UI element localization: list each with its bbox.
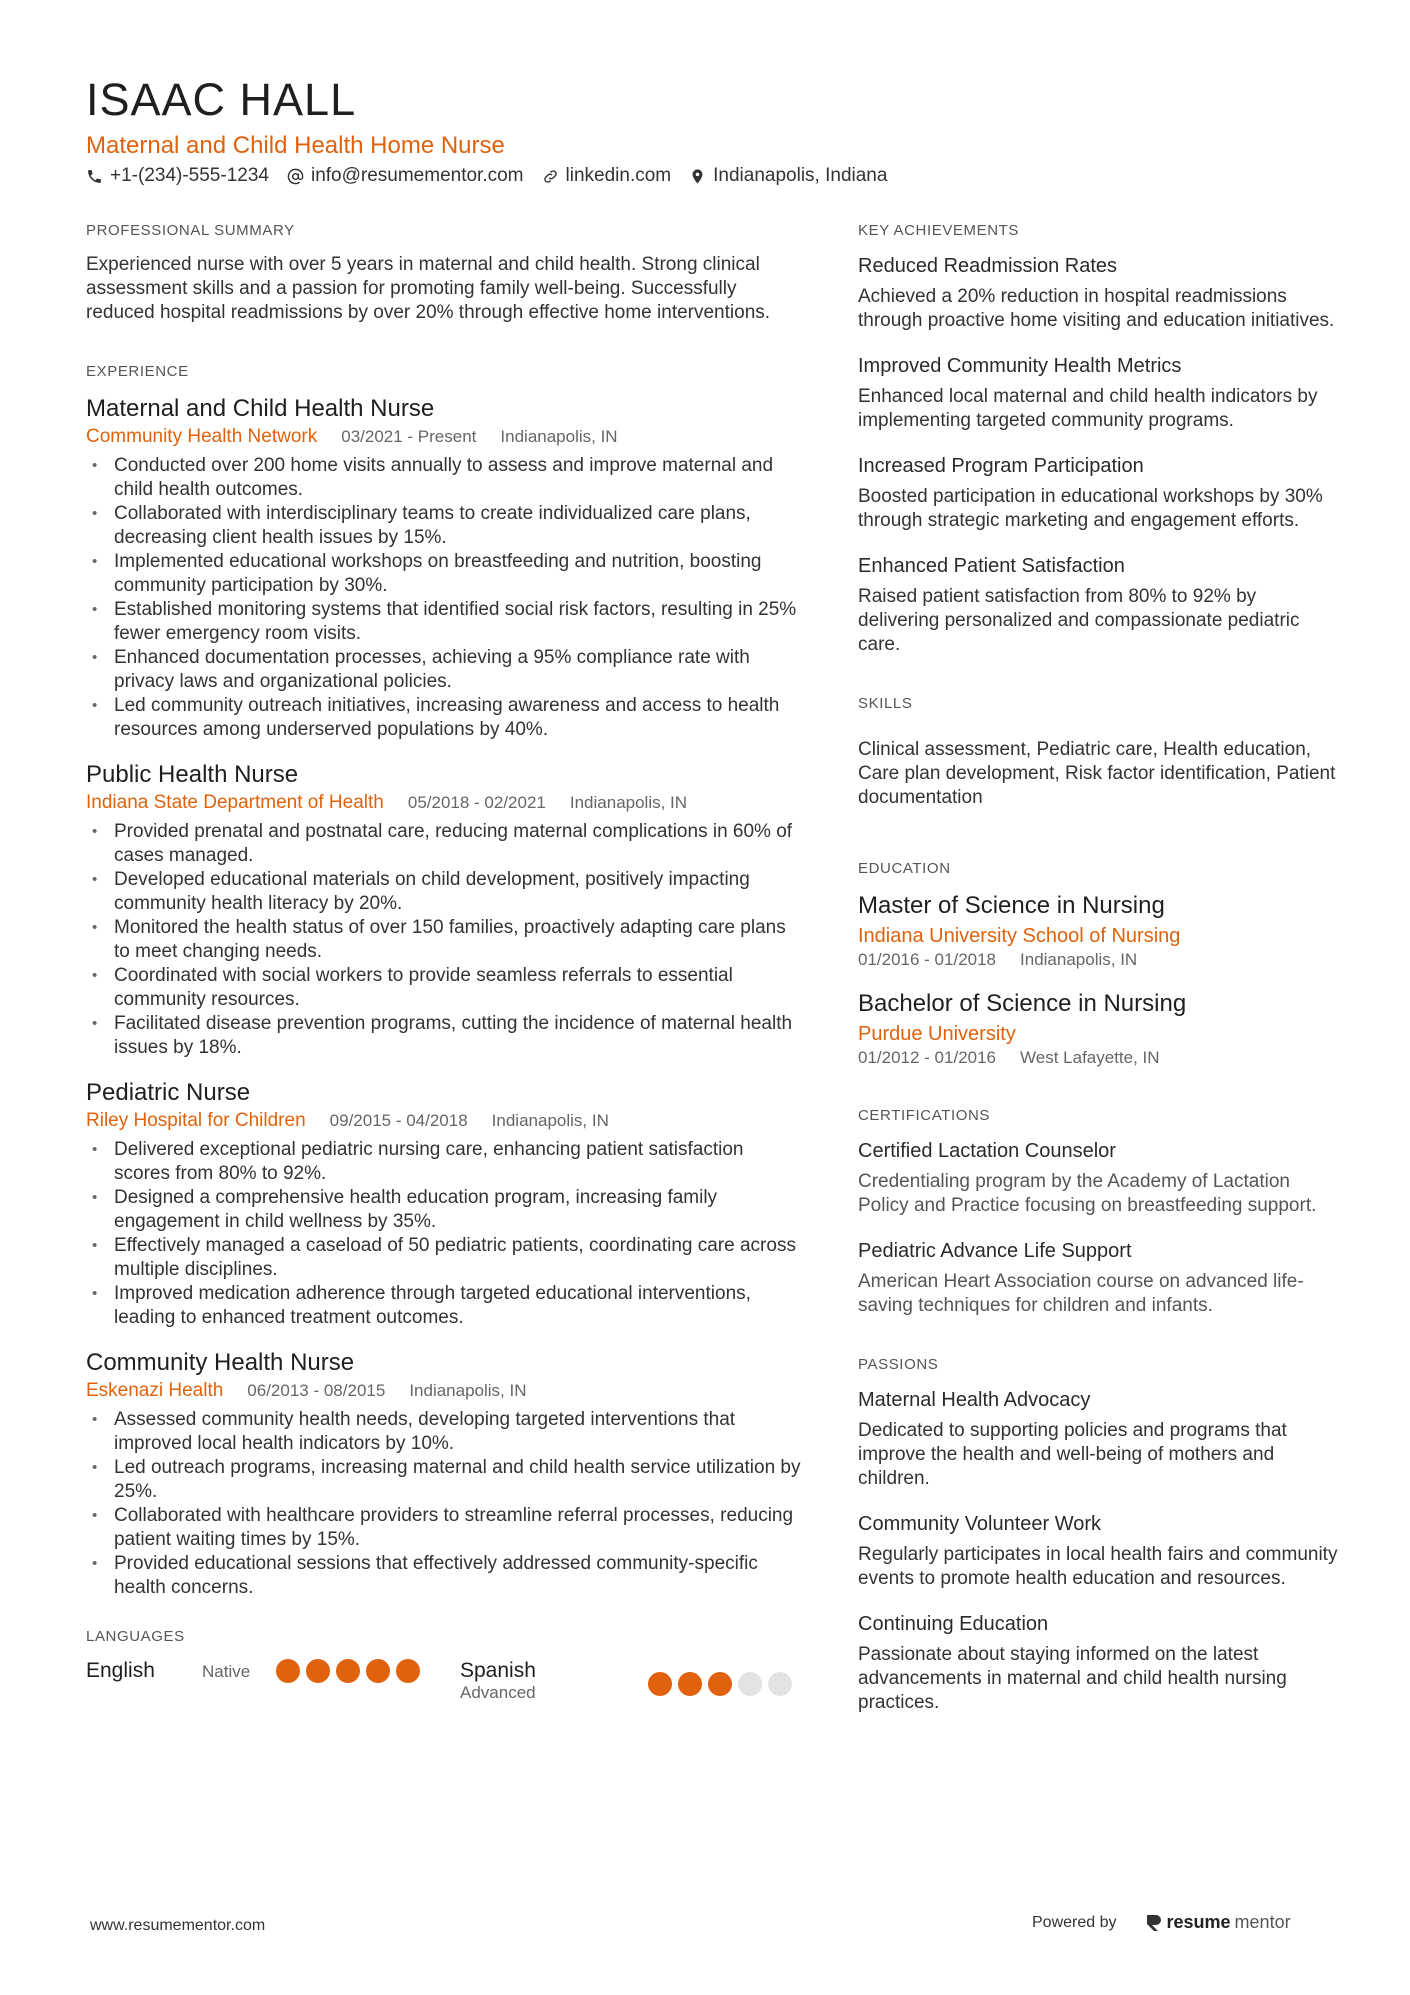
passion-item [858, 1511, 1338, 1591]
job-bullet: • Designed a comprehensive health education program, increasing family engagement in child wellness by 35%. [86, 1186, 802, 1234]
link-icon [542, 168, 559, 185]
passion-item [858, 1387, 1338, 1491]
rating-dot-filled [648, 1672, 672, 1696]
job-location: Indianapolis, IN [500, 427, 618, 446]
job-bullet: • Implemented educational workshops on breastfeeding and nutrition, boosting community participation by 30%. [86, 550, 802, 598]
at-icon [287, 168, 304, 185]
achievements-heading: KEY ACHIEVEMENTS [858, 222, 1020, 239]
skills-heading: SKILLS [858, 695, 913, 712]
contact-phone[interactable] [86, 165, 269, 187]
rating-dot-filled [678, 1672, 702, 1696]
passion-desc: Passionate about staying informed on the latest advancements in maternal and child health nursing practices. [858, 1644, 1287, 1713]
education-school: Indiana University School of Nursing [858, 925, 1181, 947]
rating-dot-filled [306, 1659, 330, 1683]
powered-by-label: Powered by [1032, 1913, 1117, 1931]
job-bullet: • Enhanced documentation processes, achieving a 95% compliance rate with privacy laws and organizational policies. [86, 646, 802, 694]
rating-dot-empty [738, 1672, 762, 1696]
achievement-title: Increased Program Participation [858, 455, 1144, 477]
footer-branding [1032, 1912, 1291, 1933]
certification-item [858, 1238, 1338, 1318]
job-bullet: • Led outreach programs, increasing maternal and child health service utilization by 25%. [86, 1456, 802, 1504]
contact-email[interactable] [287, 165, 524, 187]
candidate-name: ISAAC HALL [86, 74, 357, 125]
job-bullets [86, 820, 802, 1060]
footer-website[interactable]: www.resumementor.com [90, 1917, 266, 1934]
contact-linkedin[interactable] [542, 165, 672, 187]
summary-heading: PROFESSIONAL SUMMARY [86, 222, 295, 239]
left-column [86, 222, 802, 1703]
language-rating [648, 1672, 792, 1696]
email-text: info@resumementor.com [310, 165, 524, 186]
language-spanish [460, 1659, 796, 1703]
languages-list [86, 1659, 802, 1703]
achievement-desc: Achieved a 20% reduction in hospital readmissions through proactive home visiting and education initiatives. [858, 286, 1335, 331]
job-bullet: • Effectively managed a caseload of 50 pediatric patients, coordinating care across multiple disciplines. [86, 1234, 802, 1282]
job-title: Maternal and Child Health Nurse [86, 395, 435, 422]
job-company: Eskenazi Health [86, 1380, 224, 1401]
job-bullet: • Coordinated with social workers to provide seamless referrals to essential community resources. [86, 964, 802, 1012]
job-bullet: • Developed educational materials on child development, positively impacting community health literacy by 20%. [86, 868, 802, 916]
language-level: Advanced [460, 1683, 536, 1702]
job-location: Indianapolis, IN [569, 793, 688, 812]
job-meta [86, 1378, 802, 1404]
job-location: Indianapolis, IN [491, 1111, 609, 1130]
job-entry [86, 1348, 802, 1600]
job-meta [86, 1108, 802, 1134]
education-item [858, 989, 1338, 1069]
education-item [858, 891, 1338, 971]
job-meta [86, 424, 802, 450]
job-bullet: • Delivered exceptional pediatric nursing care, enhancing patient satisfaction scores from 80% to 92%. [86, 1138, 802, 1186]
passion-title: Maternal Health Advocacy [858, 1389, 1091, 1411]
certification-title: Certified Lactation Counselor [858, 1140, 1116, 1162]
achievement-desc: Raised patient satisfaction from 80% to 92% by delivering personalized and compassionate pediatric care. [858, 586, 1300, 655]
passions-heading: PASSIONS [858, 1356, 939, 1373]
education-dates: 01/2012 - 01/2016 [858, 1048, 997, 1067]
contact-bar [86, 165, 887, 187]
job-bullet: • Provided educational sessions that effectively addressed community-specific health concerns. [86, 1552, 802, 1600]
certification-desc: Credentialing program by the Academy of Lactation Policy and Practice focusing on breastfeeding support. [858, 1171, 1317, 1216]
phone-icon [86, 168, 103, 185]
achievement-title: Reduced Readmission Rates [858, 255, 1118, 277]
job-dates: 03/2021 - Present [341, 427, 477, 446]
education-meta [858, 949, 1338, 971]
job-title: Public Health Nurse [86, 761, 299, 788]
job-bullet: • Collaborated with healthcare providers to streamline referral processes, reducing patient waiting times by 15%. [86, 1504, 802, 1552]
job-bullet: • Led community outreach initiatives, increasing awareness and access to health resources among underserved populations by 40%. [86, 694, 802, 742]
rating-dot-filled [366, 1659, 390, 1683]
job-dates: 06/2013 - 08/2015 [247, 1381, 386, 1400]
language-rating [276, 1659, 420, 1683]
education-location: Indianapolis, IN [1020, 950, 1138, 969]
language-level: Native [202, 1662, 251, 1681]
job-bullet: • Conducted over 200 home visits annually to assess and improve maternal and child health outcomes. [86, 454, 802, 502]
rating-dot-filled [336, 1659, 360, 1683]
achievement-item [858, 253, 1338, 333]
linkedin-text: linkedin.com [565, 165, 672, 186]
contact-location [689, 165, 887, 187]
right-column [858, 222, 1338, 1735]
education-meta [858, 1047, 1338, 1069]
certification-title: Pediatric Advance Life Support [858, 1240, 1132, 1262]
passion-title: Continuing Education [858, 1613, 1049, 1635]
summary-text: Experienced nurse with over 5 years in maternal and child health. Strong clinical assessment skills and a passion for promoting family well-being. Successfully reduced hospital readmissions by over 20% through effective home interventions. [86, 254, 771, 323]
language-english [86, 1659, 460, 1703]
languages-heading: LANGUAGES [86, 1628, 185, 1645]
education-heading: EDUCATION [858, 860, 951, 877]
brand-logo[interactable] [1145, 1912, 1291, 1933]
education-school: Purdue University [858, 1023, 1016, 1045]
passion-item [858, 1611, 1338, 1715]
job-bullet: • Established monitoring systems that identified social risk factors, resulting in 25% fewer emergency room visits. [86, 598, 802, 646]
rating-dot-filled [708, 1672, 732, 1696]
education-degree: Bachelor of Science in Nursing [858, 990, 1187, 1017]
job-bullet: • Collaborated with interdisciplinary teams to create individualized care plans, decreasing client health issues by 15%. [86, 502, 802, 550]
passion-desc: Regularly participates in local health fairs and community events to promote health education and resources. [858, 1544, 1338, 1589]
job-company: Riley Hospital for Children [86, 1110, 306, 1131]
certification-item [858, 1138, 1338, 1218]
job-entry [86, 394, 802, 742]
job-bullets [86, 454, 802, 742]
job-entry [86, 1078, 802, 1330]
skills-text: Clinical assessment, Pediatric care, Health education, Care plan development, Risk factor identification, Patient documentation [858, 739, 1336, 808]
passion-title: Community Volunteer Work [858, 1513, 1102, 1535]
job-title: Pediatric Nurse [86, 1079, 251, 1106]
job-company: Community Health Network [86, 426, 318, 447]
job-bullets [86, 1408, 802, 1600]
achievement-item [858, 353, 1338, 433]
education-location: West Lafayette, IN [1020, 1048, 1160, 1067]
brand-mark-icon [1145, 1913, 1163, 1933]
job-entry [86, 760, 802, 1060]
certifications-heading: CERTIFICATIONS [858, 1107, 991, 1124]
job-bullet: • Monitored the health status of over 150 families, proactively adapting care plans to meet changing needs. [86, 916, 802, 964]
rating-dot-filled [396, 1659, 420, 1683]
job-title: Community Health Nurse [86, 1349, 355, 1376]
job-company: Indiana State Department of Health [86, 792, 384, 813]
job-bullet: • Assessed community health needs, developing targeted interventions that improved local health indicators by 10%. [86, 1408, 802, 1456]
brand-name-light: mentor [1234, 1912, 1291, 1932]
job-bullet: • Improved medication adherence through targeted educational interventions, leading to enhanced treatment outcomes. [86, 1282, 802, 1330]
certification-desc: American Heart Association course on advanced life-saving techniques for children and infants. [858, 1271, 1304, 1316]
achievement-item [858, 453, 1338, 533]
achievement-desc: Boosted participation in educational workshops by 30% through strategic marketing and engagement efforts. [858, 486, 1323, 531]
candidate-role: Maternal and Child Health Home Nurse [86, 132, 505, 159]
language-name: English [86, 1659, 155, 1682]
language-name: Spanish [460, 1659, 536, 1682]
education-degree: Master of Science in Nursing [858, 892, 1165, 919]
achievement-title: Improved Community Health Metrics [858, 355, 1182, 377]
location-text: Indianapolis, Indiana [713, 165, 888, 186]
rating-dot-empty [768, 1672, 792, 1696]
job-bullet: • Facilitated disease prevention programs, cutting the incidence of maternal health issues by 18%. [86, 1012, 802, 1060]
experience-heading: EXPERIENCE [86, 363, 189, 380]
job-dates: 05/2018 - 02/2021 [407, 793, 546, 812]
brand-name-bold: resume [1166, 1912, 1231, 1932]
education-dates: 01/2016 - 01/2018 [858, 950, 997, 969]
achievement-item [858, 553, 1338, 657]
phone-text: +1-(234)-555-1234 [110, 165, 269, 186]
rating-dot-filled [276, 1659, 300, 1683]
passion-desc: Dedicated to supporting policies and programs that improve the health and well-being of mothers and children. [858, 1420, 1287, 1489]
achievement-desc: Enhanced local maternal and child health indicators by implementing targeted community programs. [858, 386, 1318, 431]
achievement-title: Enhanced Patient Satisfaction [858, 555, 1125, 577]
job-bullet: • Provided prenatal and postnatal care, reducing maternal complications in 60% of cases managed. [86, 820, 802, 868]
language-label-group [460, 1659, 648, 1703]
job-bullets [86, 1138, 802, 1330]
job-location: Indianapolis, IN [409, 1381, 527, 1400]
location-pin-icon [689, 168, 706, 185]
job-dates: 09/2015 - 04/2018 [329, 1111, 468, 1130]
job-meta [86, 790, 802, 816]
